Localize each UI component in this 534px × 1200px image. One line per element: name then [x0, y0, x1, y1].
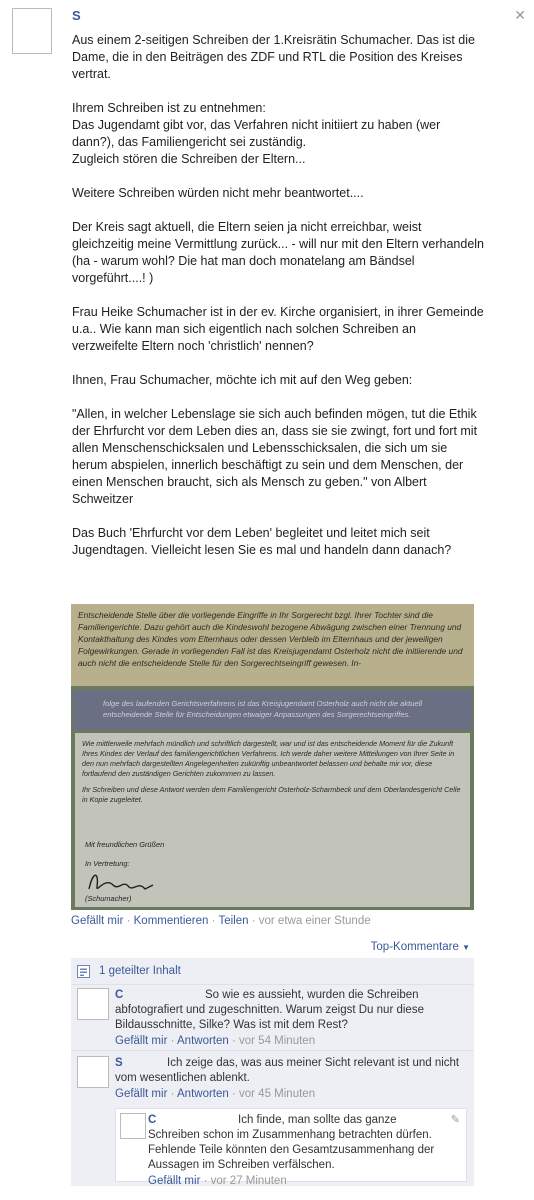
post-actions: Gefällt mir · Kommentieren · Teilen · vor etwa einer Stunde — [71, 915, 371, 927]
comment-author[interactable]: C — [115, 989, 124, 1001]
letter-deputy-text: In Vertretung: — [85, 859, 130, 868]
share-box-icon — [77, 965, 90, 978]
post-author-avatar[interactable] — [12, 8, 52, 54]
reply-author[interactable]: C — [148, 1114, 157, 1126]
post-paragraph: Der Kreis sagt aktuell, die Eltern seien ja nicht erreichbar, weist gleichzeitig meine Vermittlung zurück... - will nur mit den Eltern verhandeln (ha - warum wohl? Die hat man doch monatelang am Bändsel vorgeführt....! ) — [72, 220, 484, 285]
comment-timestamp[interactable]: vor 45 Minuten — [239, 1088, 316, 1100]
post-author-name[interactable]: S — [72, 8, 81, 23]
comment-text: So wie es aussieht, wurden die Schreiben abfotografiert und zugeschnitten. Warum zeigst Du nur diese Bildausschnitte, Silke? Was ist mit dem Rest? — [115, 989, 424, 1031]
comment-reply-link[interactable]: Antworten — [177, 1088, 229, 1100]
letter-signer: (Schumacher) — [85, 894, 132, 903]
comment-reply-link[interactable]: Antworten — [177, 1035, 229, 1047]
reply-body — [148, 1113, 448, 1189]
comment-avatar[interactable] — [77, 1056, 109, 1088]
top-comments-label: Top-Kommentare — [370, 941, 459, 953]
post-photo[interactable] — [71, 604, 474, 910]
shared-content-label: 1 geteilter Inhalt — [99, 965, 181, 977]
comment-body — [115, 1056, 465, 1102]
post-content — [72, 8, 484, 576]
caret-down-icon: ▼ — [462, 943, 470, 952]
letter-excerpt-2 — [73, 690, 472, 730]
comment-like-link[interactable]: Gefällt mir — [115, 1088, 168, 1100]
post-paragraph: "Allen, in welcher Lebenslage sie sich auch befinden mögen, tut die Ethik der Ehrfurcht vor dem Leben dies an, dass sie sie zwingt, fort und fort mit allen Menschenschicksalen und Lebensschicksalen, die sich um sie herum abspielen, innerlich beschäftigt zu sein und dem Menschen, der einen Menschen braucht, sich als Mensch zu geben." von Albert Schweitzer — [72, 407, 478, 506]
post-paragraph: Aus einem 2-seitigen Schreiben der 1.Kreisrätin Schumacher. Das ist die Dame, die in den Beiträgen des ZDF und RTL die Position des Kreises vertrat. — [72, 33, 475, 81]
comment-text: Ich zeige das, was aus meiner Sicht relevant ist und nicht vom wesentlichen ablenkt. — [115, 1057, 460, 1084]
share-link[interactable]: Teilen — [218, 915, 249, 927]
comment-meta: Gefällt mir · Antworten · vor 54 Minuten — [115, 1035, 316, 1047]
reply-timestamp[interactable]: vor 27 Minuten — [210, 1175, 287, 1187]
shared-content-row[interactable] — [71, 958, 474, 985]
letter-excerpt-1-text: Entscheidende Stelle über die vorliegende Eingriffe in Ihr Sorgerecht bzgl. Ihrer Tochter sind die Familiengerichte. Dazu gehört auch die Kindeswohl bezogene Abwägung zwischen einer Trennung und Kontakthaltung des Kindes vom Elternhaus oder dessen Verbleib im Elternhaus und der jeweiligen Folgewirkungen. Gerade in vorliegenden Fall ist das Kreisjugendamt Osterholz nicht die initiierende und auch nicht die entscheidende Stelle für den Sorgerechtseingriff gewesen. In- — [78, 610, 463, 668]
comment-timestamp[interactable]: vor 54 Minuten — [239, 1035, 316, 1047]
comment-item — [71, 1056, 474, 1104]
post-paragraph: Ihrem Schreiben ist zu entnehmen: Das Jugendamt gibt vor, das Verfahren nicht initiiert zu haben (wer dann?), das Familiengericht sei zuständig. Zugleich stören die Schreiben der Eltern... — [72, 101, 441, 166]
comment-avatar[interactable] — [77, 988, 109, 1020]
letter-excerpt-1 — [71, 604, 474, 686]
like-link[interactable]: Gefällt mir — [71, 915, 124, 927]
comment-item — [71, 988, 474, 1046]
reply-like-link[interactable]: Gefällt mir — [148, 1175, 201, 1187]
comment-meta: Gefällt mir · Antworten · vor 45 Minuten — [115, 1088, 316, 1100]
letter-excerpt-3-text: Wie mittlerweile mehrfach mündlich und schriftlich dargestellt, war und ist das entscheidende Moment für die Zukunft Ihres Kindes der Verlauf des familiengerichtlichen Verfahrens. Ich werde daher weitere Mitteilungen von Ihrer Seite in den nun mehrfach dargestellten Angelegenheiten zukünftig unbeantwortet belassen und behalte mir vor, diese fortlaufend den zuständigen Gerichten zukommen zu lassen. — [82, 739, 455, 778]
post-paragraph: Frau Heike Schumacher ist in der ev. Kirche organisiert, in ihrer Gemeinde u.a.. Wie kann man sich eigentlich nach solchen Schreiben an verzweifelte Eltern noch 'christlich' nennen? — [72, 305, 484, 353]
comment-author[interactable]: S — [115, 1057, 123, 1069]
post-paragraph: Ihnen, Frau Schumacher, möchte ich mit auf den Weg geben: — [72, 373, 413, 387]
top-comments-dropdown[interactable] — [371, 941, 470, 953]
reply-item — [115, 1108, 467, 1187]
comment-divider — [71, 1050, 474, 1051]
reply-meta: Gefällt mir · vor 27 Minuten — [148, 1175, 287, 1187]
post-paragraph: Das Buch 'Ehrfurcht vor dem Leben' begleitet und leitet mich seit Jugendtagen. Vielleicht lesen Sie es mal und handeln dann danach? — [72, 526, 452, 557]
close-icon[interactable]: ✕ — [514, 7, 526, 23]
letter-closing — [85, 839, 164, 869]
letter-excerpt-2-text: folge des laufenden Gerichtsverfahrens ist das Kreisjugendamt Osterholz auch nicht die aktuell entscheidende Stelle für Entscheidungen etwaiger Anpassungen des Sorgerechtseingriffes. — [103, 699, 423, 719]
reply-text: Ich finde, man sollte das ganze Schreiben schon im Zusammenhang betrachten dürfen. Fehlende Teile könnten den Gesamtzusammenhang der Aussagen im Schreiben verfälschen. — [148, 1114, 435, 1171]
letter-excerpt-3 — [75, 733, 470, 907]
comment-like-link[interactable]: Gefällt mir — [115, 1035, 168, 1047]
letter-excerpt-3b-text: Ihr Schreiben und diese Antwort werden dem Familiengericht Osterholz-Scharmbeck und dem Oberlandesgericht Celle in Kopie zugeleitet. — [82, 785, 461, 804]
letter-closing-text: Mit freundlichen Grüßen — [85, 840, 165, 849]
comment-body — [115, 988, 465, 1049]
pencil-icon[interactable]: ✎ — [450, 1114, 460, 1126]
post-timestamp[interactable]: vor etwa einer Stunde — [258, 915, 371, 927]
comment-link[interactable]: Kommentieren — [133, 915, 209, 927]
post-paragraph: Weitere Schreiben würden nicht mehr beantwortet.... — [72, 186, 364, 200]
reply-avatar[interactable] — [120, 1113, 146, 1139]
comments-section — [71, 958, 474, 1186]
